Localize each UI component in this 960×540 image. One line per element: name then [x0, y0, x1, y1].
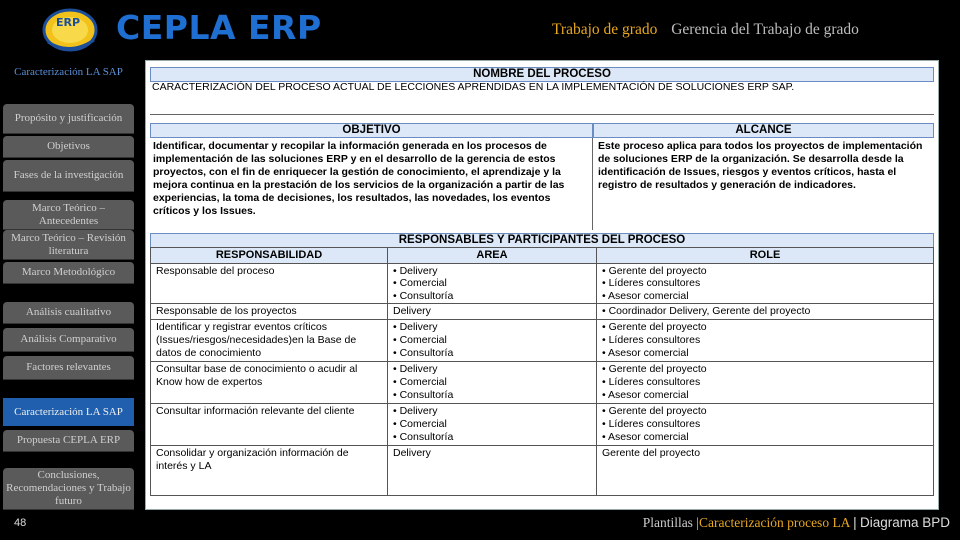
- area-cell: [388, 263, 597, 304]
- header: [0, 0, 960, 58]
- role-list-item: • Líderes consultores: [602, 333, 701, 346]
- table-row: [151, 263, 934, 304]
- footer-sep: |: [853, 515, 857, 530]
- role-list: [602, 305, 928, 318]
- role-list: [602, 265, 928, 303]
- table-body: [151, 263, 934, 496]
- role-list-item: • Asesor comercial: [602, 388, 689, 401]
- area-list-item: • Delivery: [393, 405, 438, 418]
- area-list-item: Delivery: [393, 305, 431, 318]
- erp-logo-icon: [40, 4, 100, 54]
- area-list: [393, 405, 591, 443]
- objective-header: OBJETIVO: [150, 123, 593, 138]
- role-list-item: • Líderes consultores: [602, 417, 701, 430]
- participants-table: [150, 247, 934, 496]
- divider: [150, 96, 934, 115]
- header-title-main: Trabajo de grado: [552, 21, 658, 38]
- area-list-item: • Delivery: [393, 321, 438, 334]
- page-number: 48: [14, 517, 27, 529]
- process-name: CARACTERIZACIÓN DEL PROCESO ACTUAL DE LECCIONES APRENDIDAS EN LA IMPLEMENTACIÓN DE SOLUCIONES ERP SAP.: [152, 81, 795, 93]
- sidebar-item-marco-revision[interactable]: Marco Teórico – Revisión literatura: [3, 230, 134, 260]
- col-role: ROLE: [597, 248, 934, 264]
- role-list-item: • Gerente del proyecto: [602, 405, 707, 418]
- sidebar-item-fases[interactable]: Fases de la investigación: [3, 160, 134, 192]
- area-list: [393, 321, 591, 359]
- area-list-item: • Delivery: [393, 264, 438, 277]
- footer-part2: Caracterización proceso LA: [699, 515, 850, 530]
- responsibility-cell: Consolidar y organización información de interés y LA: [151, 446, 388, 496]
- footer-part1: Plantillas |: [642, 515, 700, 530]
- header-subtitle: Gerencia del Trabajo de grado: [671, 21, 859, 38]
- footer-breadcrumb: [643, 515, 950, 531]
- responsibility-cell: Responsable del proceso: [151, 263, 388, 304]
- area-list-item: • Consultoría: [393, 388, 454, 401]
- scope-header: ALCANCE: [593, 123, 934, 138]
- footer-part3: Diagrama BPD: [859, 515, 950, 530]
- process-name-header: NOMBRE DEL PROCESO: [150, 67, 934, 82]
- role-cell: [597, 362, 934, 404]
- sidebar-item-proposito[interactable]: Propósito y justificación: [3, 104, 134, 134]
- sidebar-item-propuesta[interactable]: Propuesta CEPLA ERP: [3, 430, 134, 452]
- table-row: [151, 320, 934, 362]
- sidebar-item-objetivos[interactable]: Objetivos: [3, 136, 134, 158]
- role-cell: [597, 320, 934, 362]
- sidebar-item-analisis-comparativo[interactable]: Análisis Comparativo: [3, 328, 134, 352]
- column-divider: [592, 138, 593, 230]
- role-list-item: • Líderes consultores: [602, 277, 701, 290]
- role-list-item: • Asesor comercial: [602, 289, 689, 302]
- table-row: [151, 404, 934, 446]
- sidebar-item-factores[interactable]: Factores relevantes: [3, 356, 134, 380]
- area-list: [393, 305, 591, 318]
- role-list-item: • Líderes consultores: [602, 375, 701, 388]
- area-cell: [388, 446, 597, 496]
- role-list: [602, 405, 928, 443]
- area-list: [393, 447, 591, 460]
- area-list-item: • Comercial: [393, 333, 447, 346]
- table-header-row: [151, 248, 934, 264]
- responsibility-cell: Consultar base de conocimiento o acudir al Know how de expertos: [151, 362, 388, 404]
- role-list-item: • Asesor comercial: [602, 430, 689, 443]
- sidebar-nav: [0, 58, 140, 510]
- sidebar-item-conclusiones[interactable]: Conclusiones, Recomendaciones y Trabajo futuro: [3, 468, 134, 510]
- sidebar-item-marco-antecedentes[interactable]: Marco Teórico – Antecedentes: [3, 200, 134, 230]
- role-cell: [597, 446, 934, 496]
- table-row: [151, 362, 934, 404]
- area-list-item: • Consultoría: [393, 289, 454, 302]
- header-title: [552, 21, 859, 39]
- sidebar-item-caracterizacion[interactable]: Caracterización LA SAP: [14, 65, 123, 78]
- objective-text: Identificar, documentar y recopilar la información generada en los procesos de implementación de las soluciones ERP y en el desarrollo de la gerencia de estos proyectos, con el fin de enriquecer la gestión de conocimiento, el aprendizaje y la mejora continua en la prestación de los servicios de la organización a partir de las experiencias, la toma de decisiones, los resultados, las novedades, los eventos críticos y los Issues.: [153, 140, 565, 217]
- role-list-item: Gerente del proyecto: [602, 447, 701, 460]
- role-list-item: • Asesor comercial: [602, 346, 689, 359]
- role-cell: [597, 304, 934, 320]
- process-document: [145, 60, 939, 510]
- area-list-item: • Comercial: [393, 375, 447, 388]
- area-list: [393, 363, 591, 401]
- table-row: [151, 446, 934, 496]
- col-responsibility: RESPONSABILIDAD: [151, 248, 388, 264]
- area-list-item: • Comercial: [393, 277, 447, 290]
- role-list: [602, 321, 928, 359]
- brand-title: CEPLA ERP: [116, 8, 322, 47]
- participants-header: RESPONSABLES Y PARTICIPANTES DEL PROCESO: [150, 233, 934, 248]
- responsibility-cell: Identificar y registrar eventos críticos (Issues/riesgos/necesidades)en la Base de datos de conocimiento: [151, 320, 388, 362]
- area-cell: [388, 362, 597, 404]
- role-list-item: • Gerente del proyecto: [602, 321, 707, 334]
- role-list: [602, 447, 928, 460]
- area-cell: [388, 320, 597, 362]
- table-row: [151, 304, 934, 320]
- role-list: [602, 363, 928, 401]
- area-list-item: • Consultoría: [393, 430, 454, 443]
- role-list-item: • Gerente del proyecto: [602, 363, 707, 376]
- area-list-item: Delivery: [393, 447, 431, 460]
- area-list-item: • Consultoría: [393, 346, 454, 359]
- area-cell: [388, 304, 597, 320]
- area-list-item: • Comercial: [393, 417, 447, 430]
- sidebar-item-marco-metodologico[interactable]: Marco Metodológico: [3, 262, 134, 284]
- sidebar-item-analisis-cualitativo[interactable]: Análisis cualitativo: [3, 302, 134, 324]
- area-list-item: • Delivery: [393, 363, 438, 376]
- col-area: AREA: [388, 248, 597, 264]
- role-list-item: • Coordinador Delivery, Gerente del proyecto: [602, 305, 811, 318]
- scope-text: Este proceso aplica para todos los proyectos de implementación de soluciones ERP de la organización. Se desarrolla desde la identificación de Issues, riesgos y eventos críticos, hasta el registro de resultados y generación de indicadores.: [598, 140, 923, 191]
- responsibility-cell: Consultar información relevante del cliente: [151, 404, 388, 446]
- role-cell: [597, 404, 934, 446]
- responsibility-cell: Responsable de los proyectos: [151, 304, 388, 320]
- svg-text:ERP: ERP: [56, 16, 81, 29]
- role-list-item: • Gerente del proyecto: [602, 264, 707, 277]
- role-cell: [597, 263, 934, 304]
- sidebar-item-caracterizacion-active[interactable]: Caracterización LA SAP: [3, 398, 134, 426]
- area-cell: [388, 404, 597, 446]
- area-list: [393, 265, 591, 303]
